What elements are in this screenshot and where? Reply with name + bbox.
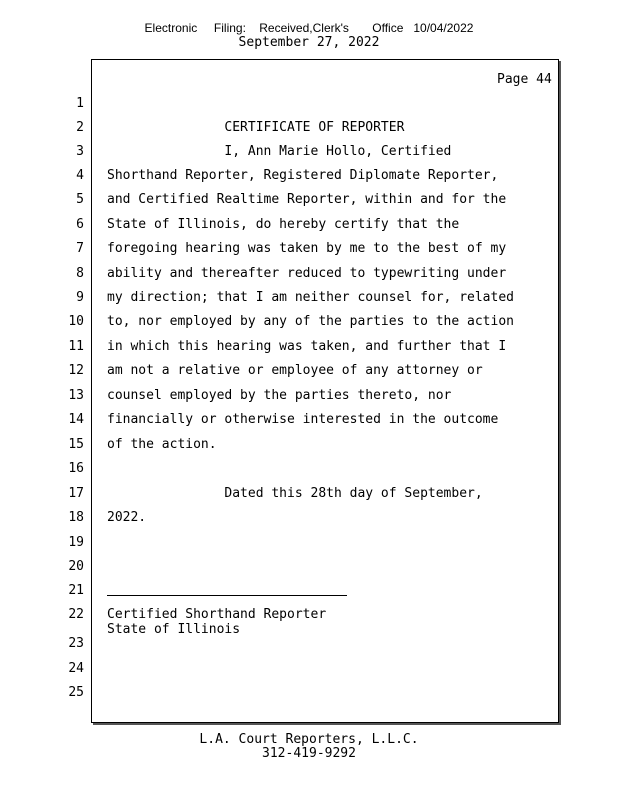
- transcript-line: Dated this 28th day of September,: [107, 486, 483, 501]
- transcript-line: in which this hearing was taken, and further that I: [107, 339, 507, 354]
- line-number: 18: [68, 510, 84, 525]
- transcript-date: September 27, 2022: [238, 35, 380, 50]
- transcript-line: I, Ann Marie Hollo, Certified: [107, 144, 452, 159]
- line-number: 22: [68, 607, 84, 622]
- footer-company: L.A. Court Reporters, L.L.C.: [199, 732, 419, 747]
- line-number: 6: [76, 217, 84, 232]
- transcript-line: and Certified Realtime Reporter, within and for the: [107, 192, 507, 207]
- filing-stamp: Electronic Filing: Received,Clerk's Office 10/04/2022: [144, 21, 474, 35]
- line-number: 20: [68, 559, 84, 574]
- line-number: 3: [76, 144, 84, 159]
- line-number: 11: [68, 339, 84, 354]
- transcript-line: of the action.: [107, 437, 217, 452]
- line-number: 16: [68, 461, 84, 476]
- transcript-line: financially or otherwise interested in the outcome: [107, 412, 499, 427]
- line-number: 7: [76, 241, 84, 256]
- line-number: 24: [68, 661, 84, 676]
- transcript-line: to, nor employed by any of the parties to the action: [107, 314, 514, 329]
- line-number: 8: [76, 266, 84, 281]
- transcript-line: counsel employed by the parties thereto, nor: [107, 388, 452, 403]
- signature-line: [107, 595, 347, 596]
- transcript-line: my direction; that I am neither counsel for, related: [107, 290, 514, 305]
- line-number: 13: [68, 388, 84, 403]
- line-number: 17: [68, 486, 84, 501]
- transcript-line: 2022.: [107, 510, 147, 525]
- certificate-title: CERTIFICATE OF REPORTER: [107, 120, 405, 135]
- line-number: 12: [68, 363, 84, 378]
- reporter-state: State of Illinois: [107, 622, 241, 637]
- line-number: 19: [68, 535, 84, 550]
- line-number: 14: [68, 412, 84, 427]
- transcript-line: am not a relative or employee of any attorney or: [107, 363, 483, 378]
- line-number: 9: [76, 290, 84, 305]
- line-number: 21: [68, 583, 84, 598]
- line-number: 1: [76, 96, 84, 111]
- line-number: 2: [76, 120, 84, 135]
- page-number: Page 44: [497, 72, 552, 87]
- line-number: 23: [68, 636, 84, 651]
- line-number: 15: [68, 437, 84, 452]
- line-number: 10: [68, 314, 84, 329]
- line-number: 5: [76, 192, 84, 207]
- reporter-title: Certified Shorthand Reporter: [107, 607, 327, 622]
- footer-phone: 312-419-9292: [262, 746, 356, 761]
- line-number: 25: [68, 685, 84, 700]
- transcript-line: State of Illinois, do hereby certify that the: [107, 217, 460, 232]
- transcript-line: foregoing hearing was taken by me to the best of my: [107, 241, 507, 256]
- transcript-line: ability and thereafter reduced to typewriting under: [107, 266, 507, 281]
- line-number: 4: [76, 168, 84, 183]
- transcript-line: Shorthand Reporter, Registered Diplomate Reporter,: [107, 168, 499, 183]
